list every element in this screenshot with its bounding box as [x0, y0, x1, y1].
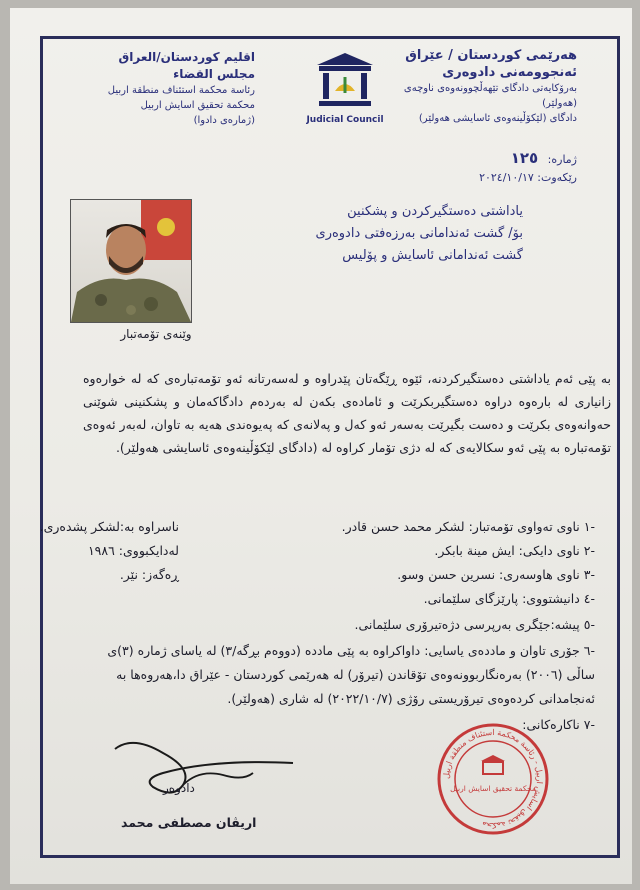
document-frame	[40, 36, 620, 858]
document-page	[10, 8, 632, 884]
field-nickname: ناسراوە بە:لشکر پشدەری.	[39, 519, 179, 534]
logo-caption: Judicial Council	[306, 115, 384, 125]
header-right-title: هەرێمی کوردستان / عێراق	[405, 48, 577, 63]
field-crime-line2: ساڵی (٢٠٠٦) بەرەنگاربوونەوەی تۆقاندن (تیرۆر) لە هەرێمی کوردستان - عێراق دا،هەروەها بە	[116, 667, 595, 682]
field-gender: ڕەگەز: نێر.	[119, 567, 179, 582]
reference-date-row	[397, 169, 577, 187]
header-left-line3: (ژمارەی دادوا)	[193, 115, 255, 126]
photo-caption: وێنەی تۆمەتبار	[120, 327, 192, 341]
judge-name: اریڤان مصطفى محمد	[121, 815, 257, 830]
header-left-line1: رئاسة محكمة استئناف منطقة اربيل	[107, 85, 255, 96]
header-right-subtitle: ئەنجوومەنی دادوەری	[442, 65, 577, 80]
judge-signature	[103, 729, 303, 869]
judge-title: دادوەر	[163, 781, 195, 795]
header-left-title: اقليم كوردستان/العراق	[118, 50, 255, 64]
seal-center-text: محكمة تحقيق اسايش اربيل	[450, 784, 536, 793]
judicial-council-logo	[305, 51, 385, 131]
memo-title-line3: گشت ئەندامانی ئاسایش و پۆلیس	[342, 248, 523, 263]
field-residence: -٤ دانیشتووی: پارێزگای سلێمانی.	[423, 591, 595, 606]
court-seal	[435, 721, 551, 837]
field-mother: -٢ ناوی دایکی: ایش مینة بابکر.	[434, 543, 595, 558]
field-job: -٥ پیشە:جێگری بەرپرسی دژەتیرۆری سلێمانی.	[354, 617, 595, 632]
header-left-subtitle: مجلس القضاء	[173, 67, 255, 81]
field-other: -٧ ناکارەکانی:	[522, 717, 595, 732]
header-right	[387, 47, 577, 126]
field-name: -١ ناوی تەواوی تۆمەتبار: لشکر محمد حسن قادر.	[341, 519, 595, 534]
seal-ring-text: محكمة تحقيق اسايش اربيل - رئاسة محكمة استئناف منطقة اربيل	[441, 727, 545, 831]
field-crime-line3: ئەنجامدانی کردەوەی تیرۆریستی رۆژی (٢٠٢٢/١٠/٧) لە شاری (هەولێر).	[227, 691, 595, 706]
memo-title-line2: بۆ/ گشت ئەندامانی بەرزەفتی دادوەری	[315, 226, 523, 241]
reference-date-label: رێکەوت:	[537, 171, 577, 184]
suspect-photo	[70, 199, 192, 323]
reference-number-value: ١٢٥	[510, 149, 539, 167]
reference-number-row	[397, 149, 577, 169]
field-spouse: -٣ ناوی هاوسەری: نسرین حسن وسو.	[397, 567, 595, 582]
reference-number-label: ژمارە:	[547, 153, 577, 166]
reference-block	[397, 149, 577, 187]
memo-title	[223, 201, 523, 267]
svg-text:محكمة تحقيق اسايش اربيل - رئاس	[442, 728, 544, 830]
person-photo-icon	[71, 200, 191, 322]
header-right-line2: دادگای (لێکۆڵینەوەی ئاسایشی هەولێر)	[418, 113, 577, 124]
reference-date-value: ٢٠٢٤/١٠/١٧	[479, 171, 534, 184]
header-left-line2: محكمة تحقيق اسايش اربيل	[140, 100, 255, 111]
memo-body: بە پێی ئەم یاداشتی دەستگیرکردنە، ئێوە ڕێگەتان پێدراوە و لەسەرتانە ئەو تۆمەتبارەی کە لە خوارەوە زانیاری لە بارەوە دراوە دەستگیربکرێت و ئامادەی بکەن لە بەردەم دادگاکەمان و پشکنینی شوێنی حەوانەوەی بکرێت و دەست بگیرێت بەسەر ئەو کەل و پەلانەی کە پەیوەندی هەیە بە تاوان، لەبەر ئەوەی تۆمەتبارە بە پێی ئەو سکالایەی کە لە دژی تۆمار کراوە لە (دادگای لێکۆڵینەوەی ئاسایشی هەولێر).	[83, 371, 611, 455]
header-left	[95, 49, 255, 128]
building-icon	[313, 51, 377, 109]
field-crime-line1: -٦ جۆری تاوان و ماددەی یاسایی: داواکراوە بە پێی ماددە (دووەم بڕگە/٣) لە یاسای ژمارە (٣)ی	[107, 643, 595, 658]
header-right-line1: بەرۆکایەتی دادگای تێهەڵچوونەوەی ناوچەی (هەولێر)	[403, 83, 577, 109]
field-birth: لەدایکبووی: ١٩٨٦	[87, 543, 179, 558]
memo-title-line1: یاداشتی دەستگیرکردن و پشکنین	[347, 204, 523, 219]
